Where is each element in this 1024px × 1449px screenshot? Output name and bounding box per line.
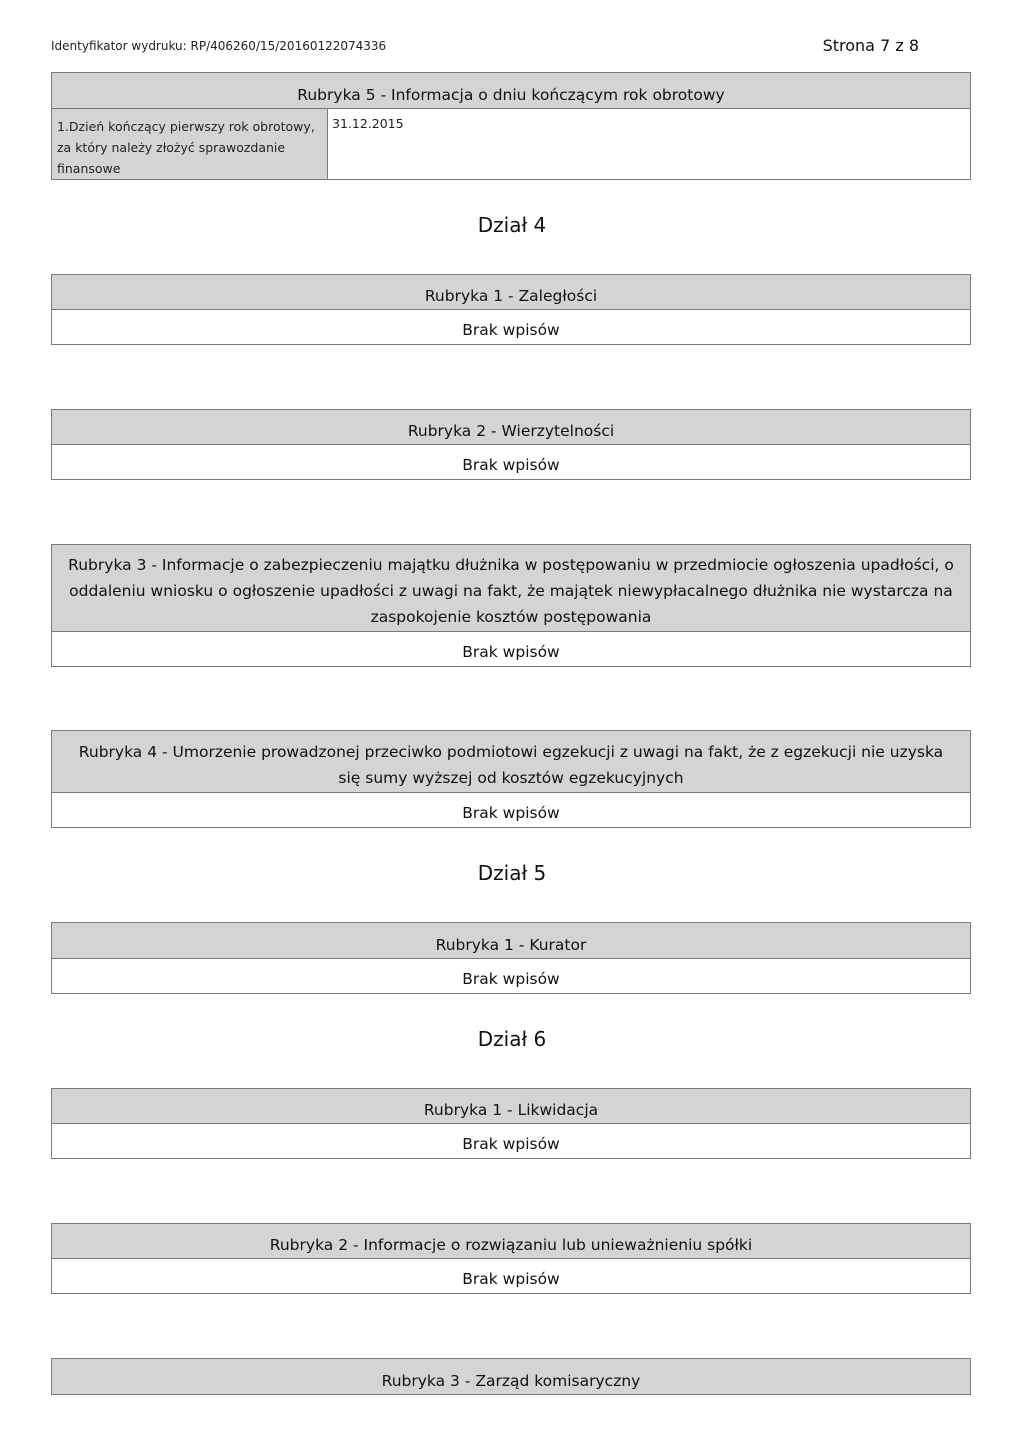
rubryka-5-table xyxy=(51,72,971,180)
rubryka-title: Rubryka 1 - Likwidacja xyxy=(52,1089,970,1124)
rubryka-5-row xyxy=(52,109,970,179)
dzial-4-rubryka-1 xyxy=(51,274,971,345)
dzial-6-title: Dział 6 xyxy=(477,1027,547,1051)
rubryka-title: Rubryka 1 - Kurator xyxy=(52,923,970,959)
dzial-4-title: Dział 4 xyxy=(477,213,547,237)
rubryka-body: Brak wpisów xyxy=(462,970,560,988)
dzial-4-rubryka-2 xyxy=(51,409,971,480)
rubryka-title: Rubryka 2 - Informacje o rozwiązaniu lub unieważnieniu spółki xyxy=(52,1224,970,1259)
dzial-5-rubryka-1 xyxy=(51,922,971,994)
rubryka-title: Rubryka 1 - Zaległości xyxy=(52,275,970,310)
rubryka-title: Rubryka 2 - Wierzytelności xyxy=(52,410,970,445)
dzial-6-rubryka-1 xyxy=(51,1088,971,1159)
page-header xyxy=(51,36,919,58)
rubryka-body: Brak wpisów xyxy=(462,1270,560,1288)
rubryka-body: Brak wpisów xyxy=(462,1135,560,1153)
print-identifier: Identyfikator wydruku: RP/406260/15/20160122074336 xyxy=(51,39,387,53)
rubryka-title: Rubryka 3 - Informacje o zabezpieczeniu majątku dłużnika w postępowaniu w przedmiocie ogłoszenia upadłości, o oddaleniu wniosku o ogłoszenie upadłości z uwagi na fakt, że majątek niewypłacalnego dłużnika nie wystarcza na zaspokojenie kosztów postępowania xyxy=(52,545,970,632)
rubryka-body: Brak wpisów xyxy=(462,643,560,661)
rubryka-5-label: 1.Dzień kończący pierwszy rok obrotowy, za który należy złożyć sprawozdanie finansowe xyxy=(52,109,328,179)
rubryka-body: Brak wpisów xyxy=(462,804,560,822)
dzial-5-title: Dział 5 xyxy=(477,861,547,885)
rubryka-title: Rubryka 4 - Umorzenie prowadzonej przeciwko podmiotowi egzekucji z uwagi na fakt, że z egzekucji nie uzyska się sumy wyższej od kosztów egzekucyjnych xyxy=(52,731,970,793)
page-number: Strona 7 z 8 xyxy=(822,36,919,55)
rubryka-5-title: Rubryka 5 - Informacja o dniu kończącym rok obrotowy xyxy=(52,73,970,109)
rubryka-title: Rubryka 3 - Zarząd komisaryczny xyxy=(52,1359,970,1394)
dzial-4-rubryka-4 xyxy=(51,730,971,828)
rubryka-body: Brak wpisów xyxy=(462,321,560,339)
dzial-4-rubryka-3 xyxy=(51,544,971,667)
rubryka-5-value: 31.12.2015 xyxy=(332,116,404,131)
rubryka-body: Brak wpisów xyxy=(462,456,560,474)
dzial-6-rubryka-3 xyxy=(51,1358,971,1395)
dzial-6-rubryka-2 xyxy=(51,1223,971,1294)
